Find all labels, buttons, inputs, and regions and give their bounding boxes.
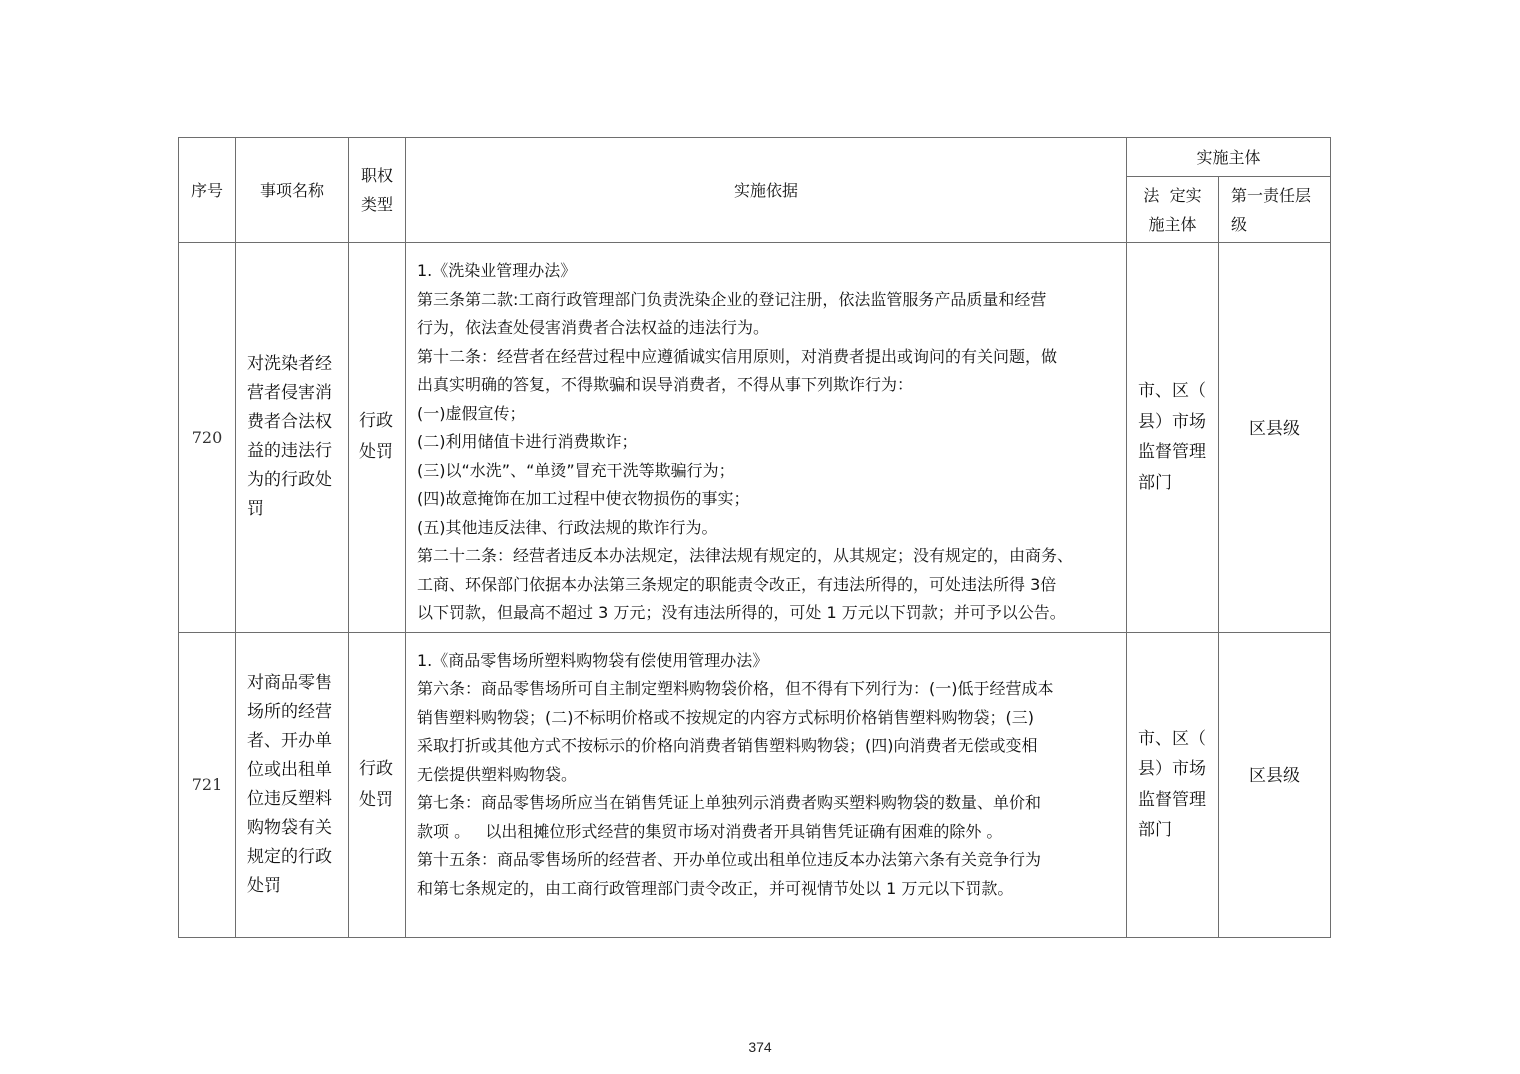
header-seq: 序号	[179, 138, 236, 243]
seq-cell: 720	[179, 243, 236, 633]
seq-cell: 721	[179, 632, 236, 937]
item-name-cell: 对商品零售 场所的经营 者、开办单 位或出租单 位违反塑料 购物袋有关 规定的行政 处罚	[236, 632, 349, 937]
table-row	[179, 243, 1331, 633]
authority-table	[178, 137, 1331, 938]
authority-type-cell: 行政 处罚	[349, 243, 406, 633]
header-name: 事项名称	[236, 138, 349, 243]
table-row	[179, 632, 1331, 937]
header-subject-group: 实施主体	[1127, 138, 1331, 177]
legal-subject-cell: 市、区（ 县）市场 监督管理 部门	[1127, 632, 1219, 937]
first-level-cell: 区县级	[1219, 632, 1331, 937]
authority-type-cell: 行政 处罚	[349, 632, 406, 937]
legal-basis-cell: 1.《商品零售场所塑料购物袋有偿使用管理办法》 第六条：商品零售场所可自主制定塑料购物袋价格，但不得有下列行为：(一)低于经营成本 销售塑料购物袋；(二)不标明价格或不按规定的内容方式标明价格销售塑料购物袋；(三) 采取打折或其他方式不按标示的价格向消费者销售塑料购物袋；(四)向消费者无偿或变相 无偿提供塑料购物袋。 第七条：商品零售场所应当在销售凭证上单独列示消费者购买塑料购物袋的数量、单价和 款项 。 以出租摊位形式经营的集贸市场对消费者开具销售凭证确有困难的除外 。 第十五条：商品零售场所的经营者、开办单位或出租单位违反本办法第六条有关竞争行为 和第七条规定的，由工商行政管理部门责令改正，并可视情节处以 1 万元以下罚款。	[406, 632, 1127, 937]
header-legal-subject: 法 定实施主体	[1127, 177, 1219, 243]
page-number: 374	[748, 1039, 772, 1055]
header-first-level: 第一责任层级	[1219, 177, 1331, 243]
header-type: 职权类型	[349, 138, 406, 243]
first-level-cell: 区县级	[1219, 243, 1331, 633]
legal-subject-cell: 市、区（ 县）市场 监督管理 部门	[1127, 243, 1219, 633]
legal-basis-cell: 1.《洗染业管理办法》 第三条第二款:工商行政管理部门负责洗染企业的登记注册，依法监管服务产品质量和经营 行为，依法查处侵害消费者合法权益的违法行为。 第十二条：经营者在经营过程中应遵循诚实信用原则，对消费者提出或询问的有关问题，做 出真实明确的答复，不得欺骗和误导消费者，不得从事下列欺诈行为： (一)虚假宣传； (二)利用储值卡进行消费欺诈； (三)以“水洗”、“单烫”冒充干洗等欺骗行为； (四)故意掩饰在加工过程中使衣物损伤的事实； (五)其他违反法律、行政法规的欺诈行为。 第二十二条：经营者违反本办法规定，法律法规有规定的，从其规定；没有规定的，由商务、 工商、环保部门依据本办法第三条规定的职能责令改正，有违法所得的，可处违法所得 3倍 以下罚款，但最高不超过 3 万元；没有违法所得的，可处 1 万元以下罚款；并可予以公告。	[406, 243, 1127, 633]
header-basis: 实施依据	[406, 138, 1127, 243]
item-name-cell: 对洗染者经 营者侵害消 费者合法权 益的违法行 为的行政处 罚	[236, 243, 349, 633]
